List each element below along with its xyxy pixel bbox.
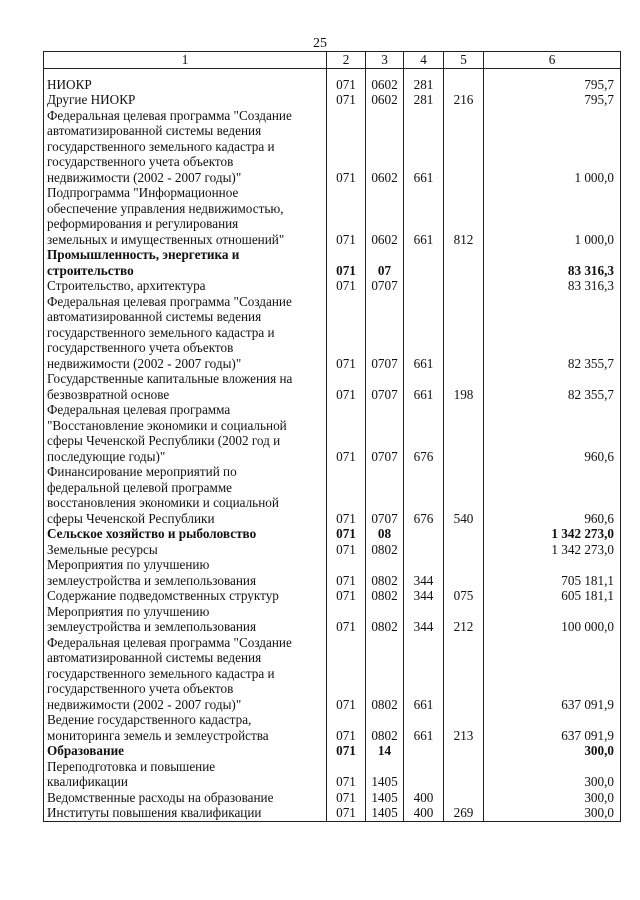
ministry-code: 071	[327, 108, 366, 186]
target-code: 281	[404, 92, 444, 108]
amount: 83 316,3	[484, 278, 621, 294]
ministry-code: 071	[327, 464, 366, 526]
target-code: 344	[404, 588, 444, 604]
row-name-line: Ведомственные расходы на образование	[47, 789, 274, 805]
target-code: 344	[404, 557, 444, 588]
row-name-line: недвижимости (2002 - 2007 годы)"	[47, 355, 242, 371]
row-name	[44, 108, 327, 186]
row-name	[44, 635, 327, 713]
row-name-line: автоматизированной системы ведения	[47, 309, 262, 324]
header-row	[44, 52, 621, 69]
row-name-line: мониторинга земель и землеустройства	[47, 727, 269, 743]
table-row	[44, 92, 621, 108]
table-row	[44, 542, 621, 558]
row-name	[44, 464, 327, 526]
table-row	[44, 557, 621, 588]
row-name	[44, 371, 327, 402]
row-name	[44, 805, 327, 821]
spacer-cell	[404, 68, 444, 77]
table-row	[44, 278, 621, 294]
row-name	[44, 77, 327, 93]
ministry-code: 071	[327, 92, 366, 108]
row-name-line: государственного учета объектов	[47, 681, 234, 696]
amount: 300,0	[484, 805, 621, 821]
expense-type-code: 198	[444, 371, 484, 402]
table-row	[44, 371, 621, 402]
row-name	[44, 790, 327, 806]
ministry-code: 071	[327, 402, 366, 464]
row-name-line: автоматизированной системы ведения	[47, 123, 262, 138]
table-row	[44, 294, 621, 372]
table-row	[44, 464, 621, 526]
row-name-line: восстановления экономики и социальной	[47, 495, 279, 510]
header-col-6: 6	[484, 52, 621, 69]
target-code: 281	[404, 77, 444, 93]
section-code: 14	[366, 743, 404, 759]
row-name-line: Переподготовка и повышение	[47, 758, 216, 774]
spacer-cell	[444, 68, 484, 77]
section-code: 1405	[366, 759, 404, 790]
table-row	[44, 402, 621, 464]
row-name	[44, 604, 327, 635]
amount: 82 355,7	[484, 371, 621, 402]
ministry-code: 071	[327, 557, 366, 588]
header-col-5: 5	[444, 52, 484, 69]
expense-type-code	[444, 526, 484, 542]
expense-type-code	[444, 743, 484, 759]
amount: 1 342 273,0	[484, 526, 621, 542]
target-code: 400	[404, 805, 444, 821]
row-name	[44, 712, 327, 743]
amount: 1 000,0	[484, 185, 621, 247]
expense-type-code	[444, 790, 484, 806]
row-name-line: государственного учета объектов	[47, 340, 234, 355]
amount: 1 342 273,0	[484, 542, 621, 558]
ministry-code: 071	[327, 185, 366, 247]
amount: 100 000,0	[484, 604, 621, 635]
budget-table	[43, 51, 621, 822]
expense-type-code	[444, 759, 484, 790]
section-code: 0707	[366, 402, 404, 464]
table-row	[44, 185, 621, 247]
row-name-line: Содержание подведомственных структур	[47, 588, 279, 603]
expense-type-code	[444, 542, 484, 558]
row-name	[44, 588, 327, 604]
target-code: 344	[404, 604, 444, 635]
target-code	[404, 247, 444, 278]
section-code: 0802	[366, 588, 404, 604]
expense-type-code	[444, 278, 484, 294]
target-code: 661	[404, 108, 444, 186]
row-name-line: земельных и имущественных отношений"	[47, 231, 285, 247]
row-name	[44, 278, 327, 294]
target-code	[404, 743, 444, 759]
amount: 83 316,3	[484, 247, 621, 278]
ministry-code: 071	[327, 77, 366, 93]
row-name	[44, 557, 327, 588]
section-code: 0802	[366, 542, 404, 558]
amount: 795,7	[484, 92, 621, 108]
row-name-line: Ведение государственного кадастра,	[47, 712, 252, 727]
row-name	[44, 759, 327, 790]
expense-type-code: 216	[444, 92, 484, 108]
ministry-code: 071	[327, 588, 366, 604]
target-code	[404, 542, 444, 558]
amount: 637 091,9	[484, 635, 621, 713]
table-row	[44, 712, 621, 743]
header-col-3: 3	[366, 52, 404, 69]
expense-type-code	[444, 77, 484, 93]
expense-type-code	[444, 557, 484, 588]
ministry-code: 071	[327, 635, 366, 713]
amount: 82 355,7	[484, 294, 621, 372]
amount: 960,6	[484, 464, 621, 526]
ministry-code: 071	[327, 790, 366, 806]
header-col-4: 4	[404, 52, 444, 69]
row-name-line: безвозвратной основе	[47, 386, 170, 402]
section-code: 0707	[366, 294, 404, 372]
target-code: 661	[404, 185, 444, 247]
row-name-line: Другие НИОКР	[47, 92, 136, 107]
row-name-line: Финансирование мероприятий по	[47, 464, 237, 479]
table-row	[44, 790, 621, 806]
spacer-cell	[327, 68, 366, 77]
row-name-line: автоматизированной системы ведения	[47, 650, 262, 665]
row-name-line: реформирования и регулирования	[47, 216, 239, 231]
ministry-code: 071	[327, 278, 366, 294]
amount: 637 091,9	[484, 712, 621, 743]
row-name-line: государственного учета объектов	[47, 154, 234, 169]
target-code: 661	[404, 294, 444, 372]
amount: 1 000,0	[484, 108, 621, 186]
ministry-code: 071	[327, 294, 366, 372]
row-name	[44, 294, 327, 372]
row-name-line: НИОКР	[47, 76, 92, 92]
amount: 960,6	[484, 402, 621, 464]
row-name-line: квалификации	[47, 774, 128, 789]
expense-type-code: 269	[444, 805, 484, 821]
amount: 705 181,1	[484, 557, 621, 588]
table-row	[44, 743, 621, 759]
row-name	[44, 402, 327, 464]
amount: 300,0	[484, 790, 621, 806]
row-name-line: Образование	[47, 743, 125, 758]
row-name	[44, 542, 327, 558]
row-name-line: Сельское хозяйство и рыболовство	[47, 526, 257, 541]
row-name	[44, 526, 327, 542]
row-name	[44, 743, 327, 759]
table-row	[44, 526, 621, 542]
target-code: 676	[404, 464, 444, 526]
section-code: 0707	[366, 278, 404, 294]
section-code: 0707	[366, 464, 404, 526]
expense-type-code: 213	[444, 712, 484, 743]
expense-type-code: 540	[444, 464, 484, 526]
table-row	[44, 635, 621, 713]
expense-type-code	[444, 247, 484, 278]
section-code: 0802	[366, 557, 404, 588]
row-name-line: "Восстановление экономики и социальной	[47, 417, 287, 433]
ministry-code: 071	[327, 805, 366, 821]
section-code: 1405	[366, 805, 404, 821]
amount: 300,0	[484, 759, 621, 790]
section-code: 0802	[366, 712, 404, 743]
row-name-line: недвижимости (2002 - 2007 годы)"	[47, 169, 242, 185]
header-col-1: 1	[44, 52, 327, 69]
row-name-line: сферы Чеченской Республики	[47, 510, 215, 526]
row-name-line: Федеральная целевая программа	[47, 402, 231, 417]
row-name-line: Мероприятия по улучшению	[47, 557, 210, 572]
row-name-line: строительство	[47, 262, 134, 278]
amount: 605 181,1	[484, 588, 621, 604]
row-name-line: Федеральная целевая программа "Создание	[47, 634, 292, 650]
target-code	[404, 759, 444, 790]
row-name-line: Подпрограмма "Информационное	[47, 185, 239, 200]
section-code: 0602	[366, 92, 404, 108]
table-row	[44, 247, 621, 278]
spacer-row	[44, 68, 621, 77]
expense-type-code: 212	[444, 604, 484, 635]
section-code: 0602	[366, 108, 404, 186]
table-row	[44, 759, 621, 790]
row-name-line: обеспечение управления недвижимостью,	[47, 200, 284, 216]
section-code: 0802	[366, 604, 404, 635]
ministry-code: 071	[327, 247, 366, 278]
section-code: 1405	[366, 790, 404, 806]
target-code	[404, 278, 444, 294]
ministry-code: 071	[327, 371, 366, 402]
expense-type-code: 812	[444, 185, 484, 247]
spacer-cell	[366, 68, 404, 77]
section-code: 0707	[366, 371, 404, 402]
row-name-line: Промышленность, энергетика и	[47, 247, 240, 262]
row-name-line: сферы Чеченской Республики (2002 год и	[47, 433, 281, 448]
row-name	[44, 247, 327, 278]
target-code	[404, 526, 444, 542]
table-row	[44, 108, 621, 186]
section-code: 07	[366, 247, 404, 278]
row-name-line: Федеральная целевая программа "Создание	[47, 293, 292, 309]
ministry-code: 071	[327, 743, 366, 759]
row-name-line: государственного земельного кадастра и	[47, 138, 275, 154]
target-code: 661	[404, 712, 444, 743]
amount: 795,7	[484, 77, 621, 93]
section-code: 0802	[366, 635, 404, 713]
ministry-code: 071	[327, 542, 366, 558]
row-name-line: Строительство, архитектура	[47, 278, 206, 293]
table-row	[44, 805, 621, 821]
table-row	[44, 77, 621, 93]
expense-type-code	[444, 635, 484, 713]
header-col-2: 2	[327, 52, 366, 69]
page-number: 25	[313, 36, 327, 51]
row-name-line: Институты повышения квалификации	[47, 805, 262, 820]
row-name	[44, 92, 327, 108]
amount: 300,0	[484, 743, 621, 759]
section-code: 0602	[366, 77, 404, 93]
table-row	[44, 588, 621, 604]
row-name-line: Федеральная целевая программа "Создание	[47, 107, 292, 123]
row-name-line: землеустройства и землепользования	[47, 572, 257, 588]
row-name	[44, 185, 327, 247]
section-code: 0602	[366, 185, 404, 247]
ministry-code: 071	[327, 712, 366, 743]
row-name-line: последующие годы)"	[47, 448, 166, 464]
ministry-code: 071	[327, 604, 366, 635]
target-code: 400	[404, 790, 444, 806]
row-name-line: Государственные капитальные вложения на	[47, 371, 293, 386]
row-name-line: недвижимости (2002 - 2007 годы)"	[47, 696, 242, 712]
table-row	[44, 604, 621, 635]
row-name-line: государственного земельного кадастра и	[47, 324, 275, 340]
row-name-line: государственного земельного кадастра и	[47, 665, 275, 681]
row-name-line: Мероприятия по улучшению	[47, 603, 210, 619]
row-name-line: землеустройства и землепользования	[47, 619, 257, 634]
ministry-code: 071	[327, 526, 366, 542]
spacer-cell	[44, 68, 327, 77]
target-code: 661	[404, 371, 444, 402]
section-code: 08	[366, 526, 404, 542]
expense-type-code	[444, 402, 484, 464]
ministry-code: 071	[327, 759, 366, 790]
target-code: 676	[404, 402, 444, 464]
expense-type-code	[444, 108, 484, 186]
spacer-cell	[484, 68, 621, 77]
target-code: 661	[404, 635, 444, 713]
expense-type-code: 075	[444, 588, 484, 604]
expense-type-code	[444, 294, 484, 372]
row-name-line: федеральной целевой программе	[47, 479, 233, 495]
row-name-line: Земельные ресурсы	[47, 541, 158, 557]
